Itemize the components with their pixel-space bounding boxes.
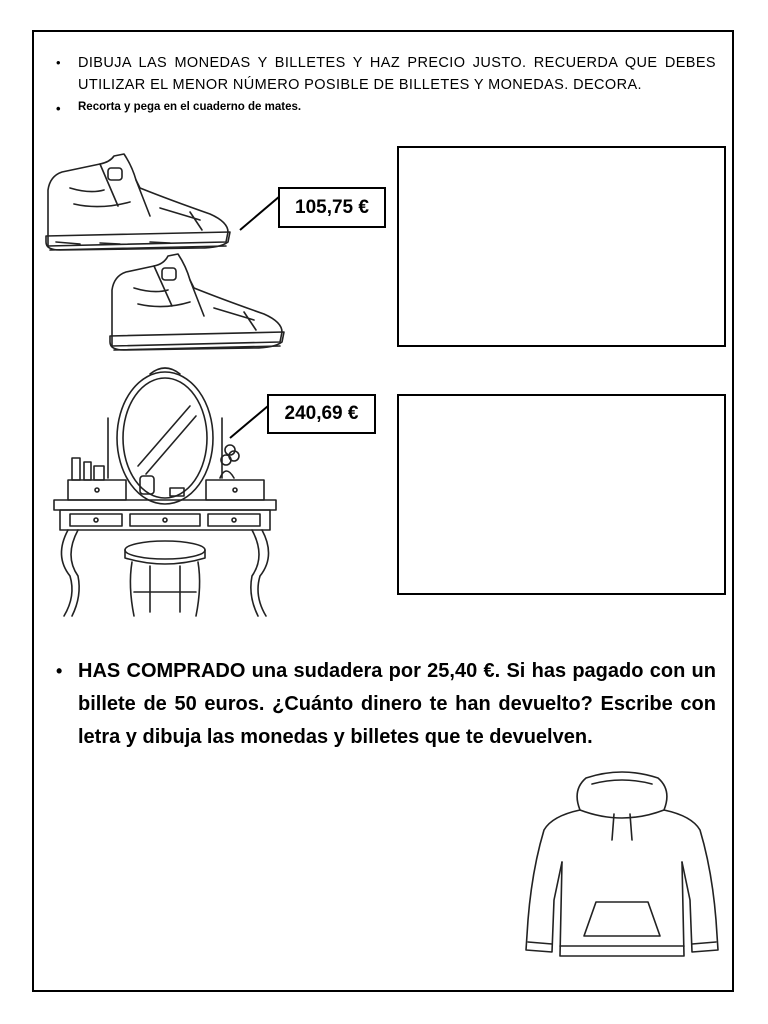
- answer-box[interactable]: [397, 394, 726, 595]
- hoodie-icon: [522, 770, 722, 965]
- bullet: •: [56, 55, 61, 70]
- instruction-1: [56, 52, 716, 96]
- instruction-1-text: DIBUJA LAS MONEDAS Y BILLETES Y HAZ PRECIO JUSTO. RECUERDA QUE DEBES UTILIZAR EL MENOR NÚMERO POSIBLE DE BILLETES Y MONEDAS. DECORA.: [78, 55, 716, 93]
- price-label: 240,69 €: [267, 394, 376, 434]
- problem-text: HAS COMPRADO una sudadera por 25,40 €. Si has pagado con un billete de 50 euros. ¿Cuánto dinero te han devuelto? Escribe con letra y dibuja las monedas y billetes que te devuelven.: [78, 660, 716, 748]
- bullet: •: [56, 661, 63, 681]
- price-label: 105,75 €: [278, 187, 386, 228]
- instruction-2-text: Recorta y pega en el cuaderno de mates.: [78, 101, 302, 113]
- answer-box[interactable]: [397, 146, 726, 347]
- bullet: •: [56, 101, 61, 116]
- connector-line: [228, 404, 270, 440]
- problem-statement: [56, 655, 716, 754]
- sneakers-icon: [40, 150, 290, 360]
- connector-line: [238, 192, 282, 232]
- instruction-2: [56, 101, 656, 116]
